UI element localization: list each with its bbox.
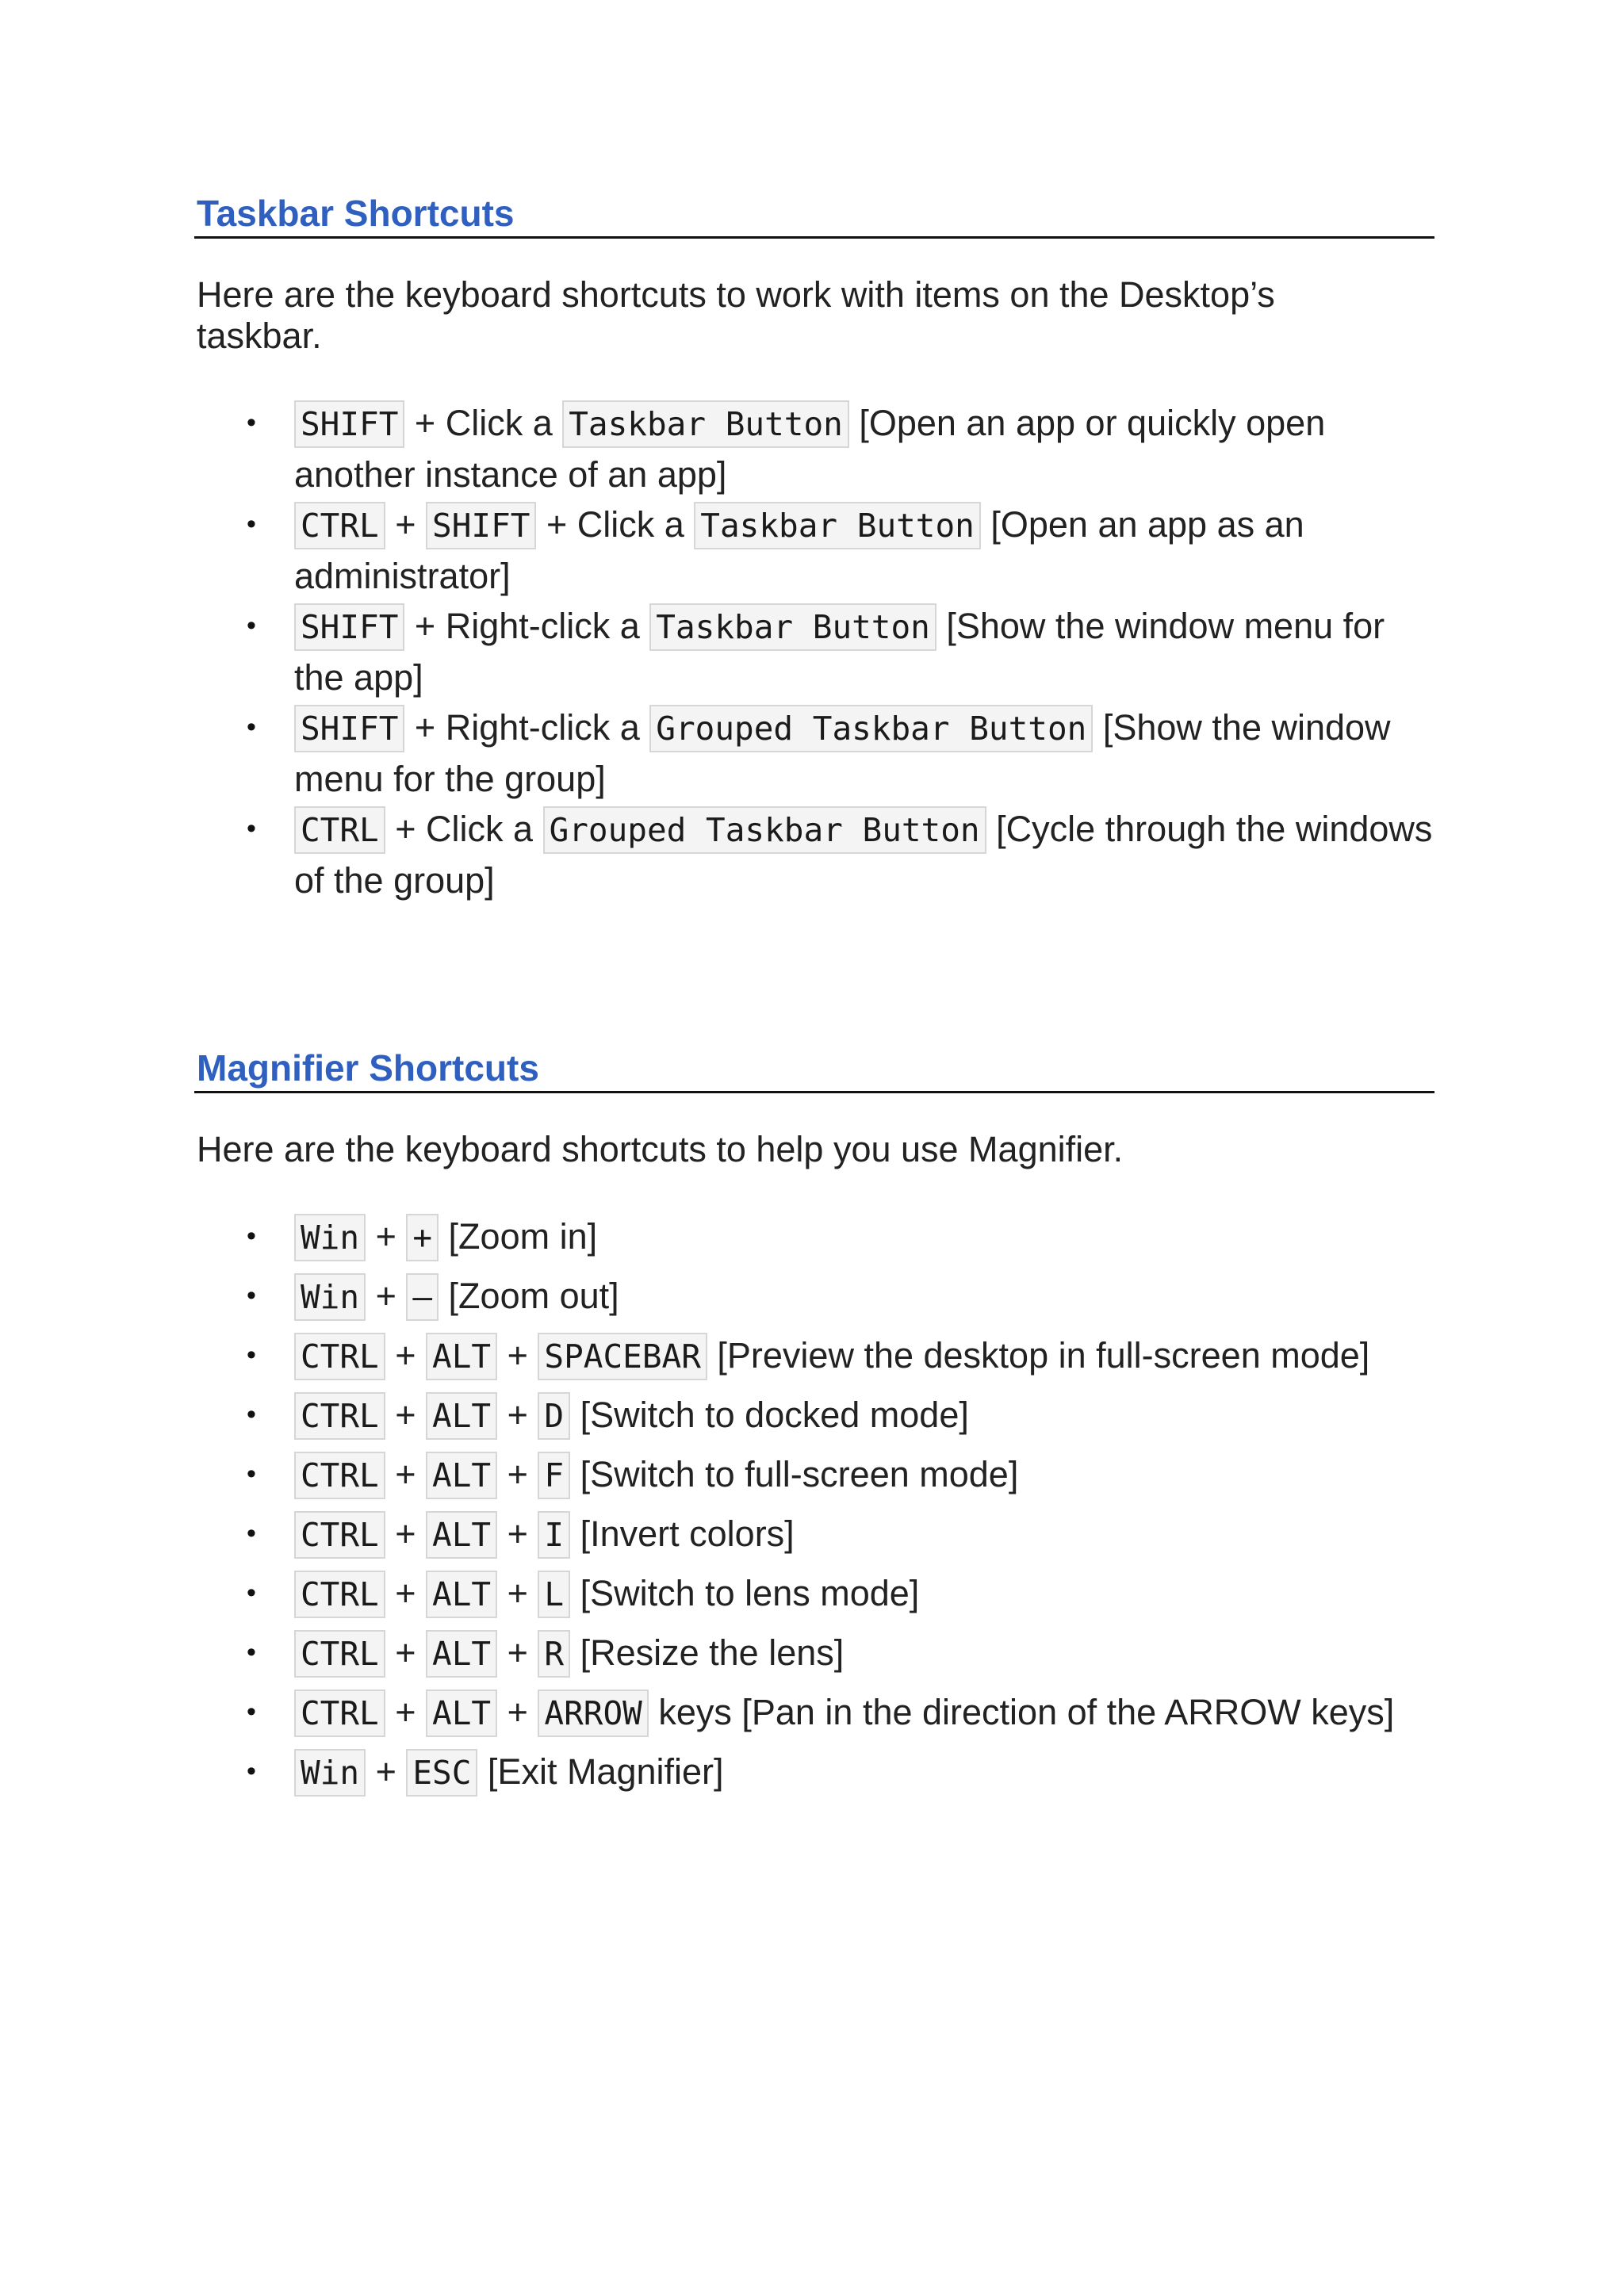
shortcut-description: + [385,1513,427,1554]
shortcut-description: + [385,504,427,545]
keyboard-key: R [538,1630,570,1678]
bullet-icon: • [247,1399,256,1429]
keyboard-key: ARROW [538,1689,648,1737]
shortcut-description: + [497,1632,538,1673]
shortcut-description: + Click a [385,809,543,849]
keyboard-key: ESC [406,1749,477,1797]
keyboard-key: CTRL [294,1689,385,1737]
shortcut-description: [Switch to lens mode] [570,1573,920,1613]
keyboard-key: ALT [426,1333,497,1380]
bullet-icon: • [247,1459,256,1489]
shortcut-list [194,398,1434,905]
shortcut-list-item [194,1687,1436,1739]
bullet-icon: • [247,1280,256,1311]
bullet-icon: • [247,1340,256,1370]
bullet-icon: • [247,712,256,742]
shortcut-description: [Switch to full-screen mode] [570,1454,1019,1494]
shortcut-description: + Right-click a [404,707,650,748]
keyboard-key: CTRL [294,502,385,549]
keyboard-key: CTRL [294,1452,385,1499]
keyboard-key: SHIFT [294,705,404,752]
bullet-icon: • [247,1221,256,1251]
shortcut-list-item [194,1271,1436,1322]
shortcut-list-item [194,804,1436,905]
shortcut-description: + [385,1573,427,1613]
shortcut-list-item [194,1390,1436,1441]
shortcut-description: [Cycle through the windows of the group] [294,809,1433,901]
keyboard-key: L [538,1571,570,1618]
shortcut-description: [Invert colors] [570,1513,795,1554]
shortcut-description: + [497,1335,538,1376]
keyboard-key: ALT [426,1392,497,1440]
shortcut-description: [Preview the desktop in full-screen mode] [707,1335,1370,1376]
shortcut-list-item [194,1568,1436,1620]
bullet-icon: • [247,610,256,641]
shortcut-list-item [194,1330,1436,1382]
bullet-icon: • [247,408,256,438]
keyboard-key: F [538,1452,570,1499]
shortcut-description: + [385,1395,427,1435]
keyboard-key: CTRL [294,806,385,854]
keyboard-key: Taskbar Button [694,502,981,549]
keyboard-key: CTRL [294,1333,385,1380]
bullet-icon: • [247,1697,256,1727]
shortcut-list-item [194,398,1436,499]
shortcut-description: + [497,1454,538,1494]
shortcut-description: + [385,1692,427,1732]
shortcut-description: + [366,1216,407,1257]
bullet-icon: • [247,1637,256,1667]
keyboard-key: Grouped Taskbar Button [649,705,1093,752]
shortcut-description: + [366,1751,407,1792]
keyboard-key: Grouped Taskbar Button [543,806,986,854]
keyboard-key: ALT [426,1452,497,1499]
bullet-icon: • [247,813,256,844]
shortcut-description: [Show the window menu for the group] [294,707,1391,799]
shortcut-description: [Resize the lens] [570,1632,845,1673]
keyboard-key: – [406,1273,439,1321]
shortcut-list-item [194,1747,1436,1798]
shortcut-description: + [497,1692,538,1732]
taskbar-shortcuts-section [194,190,1434,905]
shortcut-description: + [497,1395,538,1435]
keyboard-key: + [406,1214,439,1261]
shortcut-description: + Right-click a [404,606,650,646]
shortcut-description: + [497,1573,538,1613]
shortcut-description: + [497,1513,538,1554]
magnifier-shortcuts-section [194,1045,1434,1806]
bullet-icon: • [247,1518,256,1548]
section-heading: Magnifier Shortcuts [194,1045,1434,1093]
keyboard-key: ALT [426,1571,497,1618]
shortcut-description: + [385,1454,427,1494]
keyboard-key: Taskbar Button [649,603,936,651]
keyboard-key: CTRL [294,1571,385,1618]
shortcut-list-item [194,499,1436,601]
keyboard-key: Win [294,1214,366,1261]
shortcut-description: [Show the window menu for the app] [294,606,1385,698]
shortcut-description: + Click a [536,504,695,545]
shortcut-description: [Open an app as an administrator] [294,504,1304,596]
keyboard-key: Win [294,1749,366,1797]
keyboard-key: SPACEBAR [538,1333,707,1380]
keyboard-key: ALT [426,1511,497,1559]
shortcut-description: keys [Pan in the direction of the ARROW keys] [648,1692,1395,1732]
bullet-icon: • [247,1578,256,1608]
shortcut-list-item [194,1628,1436,1679]
shortcut-list-item [194,1449,1436,1501]
keyboard-key: CTRL [294,1630,385,1678]
section-intro: Here are the keyboard shortcuts to work with items on the Desktop’s taskbar. [197,274,1275,356]
keyboard-key: CTRL [294,1511,385,1559]
shortcut-description: + [385,1335,427,1376]
shortcut-list-item [194,702,1436,804]
shortcut-description: + Click a [404,403,563,443]
shortcut-description: [Switch to docked mode] [570,1395,969,1435]
keyboard-key: I [538,1511,570,1559]
bullet-icon: • [247,509,256,539]
shortcut-description: + [366,1276,407,1316]
keyboard-key: SHIFT [294,603,404,651]
shortcut-description: [Zoom in] [439,1216,598,1257]
keyboard-key: Win [294,1273,366,1321]
keyboard-key: CTRL [294,1392,385,1440]
shortcut-list-item [194,1211,1436,1263]
shortcut-list [194,1211,1434,1798]
section-intro: Here are the keyboard shortcuts to help you use Magnifier. [197,1129,1124,1169]
keyboard-key: Taskbar Button [562,400,849,448]
keyboard-key: ALT [426,1689,497,1737]
shortcut-description: [Exit Magnifier] [477,1751,724,1792]
shortcut-list-item [194,601,1436,702]
shortcut-description: [Zoom out] [439,1276,619,1316]
keyboard-key: D [538,1392,570,1440]
keyboard-key: ALT [426,1630,497,1678]
shortcut-list-item [194,1509,1436,1560]
bullet-icon: • [247,1756,256,1786]
keyboard-key: SHIFT [426,502,536,549]
section-heading: Taskbar Shortcuts [194,190,1434,239]
shortcut-description: [Open an app or quickly open another instance of an app] [294,403,1326,495]
keyboard-key: SHIFT [294,400,404,448]
shortcut-description: + [385,1632,427,1673]
